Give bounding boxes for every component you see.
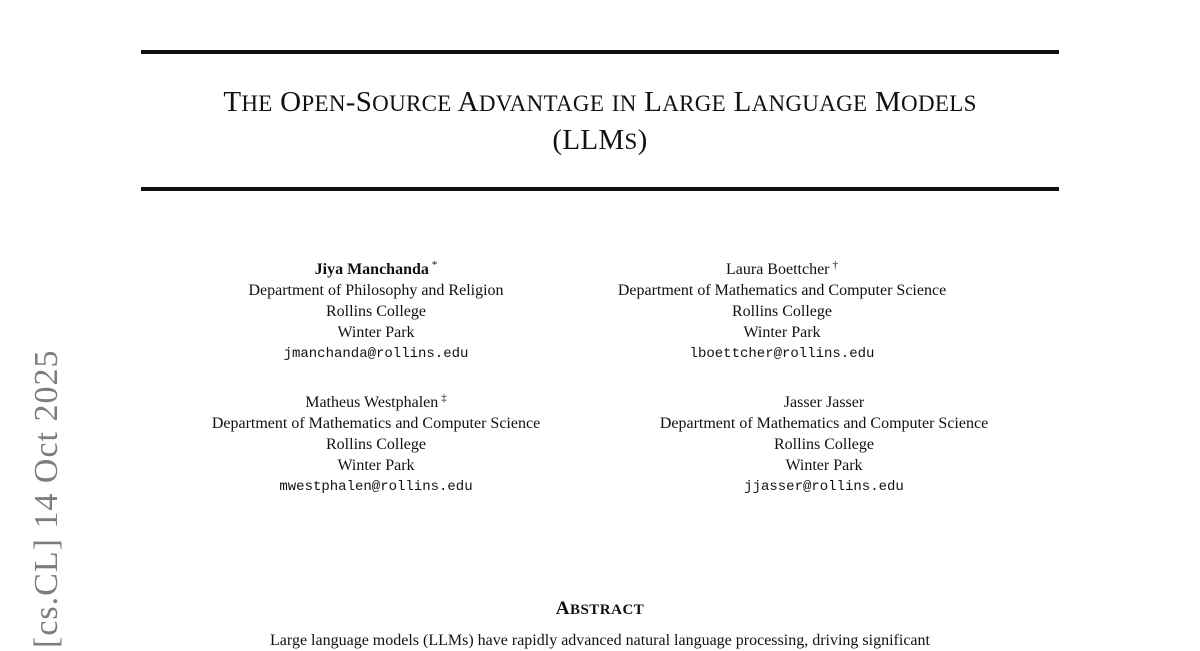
paper-title [141, 84, 1059, 160]
author-email[interactable]: lboettcher@rollins.edu [689, 346, 875, 362]
author-department: Department of Mathematics and Computer Science [659, 415, 989, 432]
abstract-first-line: Large language models (LLMs) have rapidly advanced natural language processing, driving significant [270, 632, 930, 649]
author-city: Winter Park [743, 324, 821, 341]
author-block-4 [597, 392, 1051, 499]
arxiv-sidebar-stamp: [cs.CL] 14 Oct 2025 [28, 349, 65, 648]
author-name: Matheus Westphalen [305, 394, 439, 411]
title-top-rule [141, 50, 1059, 54]
author-name: Jiya Manchanda [314, 261, 429, 278]
author-department: Department of Philosophy and Religion [248, 282, 504, 299]
title-line-1: THE OPEN-SOURCE ADVANTAGE IN LARGE LANGUAGE MODELS [223, 86, 977, 118]
author-city: Winter Park [337, 324, 415, 341]
author-department: Department of Mathematics and Computer Science [211, 415, 541, 432]
author-block-1 [196, 259, 556, 366]
title-line-2: (LLMS) [552, 124, 648, 156]
author-institution: Rollins College [732, 303, 832, 320]
title-bottom-rule [141, 187, 1059, 191]
author-name: Laura Boettcher [726, 261, 830, 278]
author-block-2 [552, 259, 1012, 366]
author-email[interactable]: jjasser@rollins.edu [744, 479, 904, 495]
author-footnote-mark[interactable]: † [832, 258, 838, 271]
author-institution: Rollins College [326, 436, 426, 453]
author-institution: Rollins College [774, 436, 874, 453]
author-footnote-mark[interactable]: * [431, 258, 438, 271]
author-institution: Rollins College [326, 303, 426, 320]
author-city: Winter Park [337, 457, 415, 474]
author-block-3 [150, 392, 602, 499]
author-footnote-mark[interactable]: ‡ [441, 391, 447, 404]
abstract-heading: ABSTRACT [555, 598, 645, 619]
author-name: Jasser Jasser [783, 394, 865, 411]
author-email[interactable]: jmanchanda@rollins.edu [283, 346, 469, 362]
author-department: Department of Mathematics and Computer Science [617, 282, 947, 299]
author-email[interactable]: mwestphalen@rollins.edu [279, 479, 473, 495]
author-city: Winter Park [785, 457, 863, 474]
